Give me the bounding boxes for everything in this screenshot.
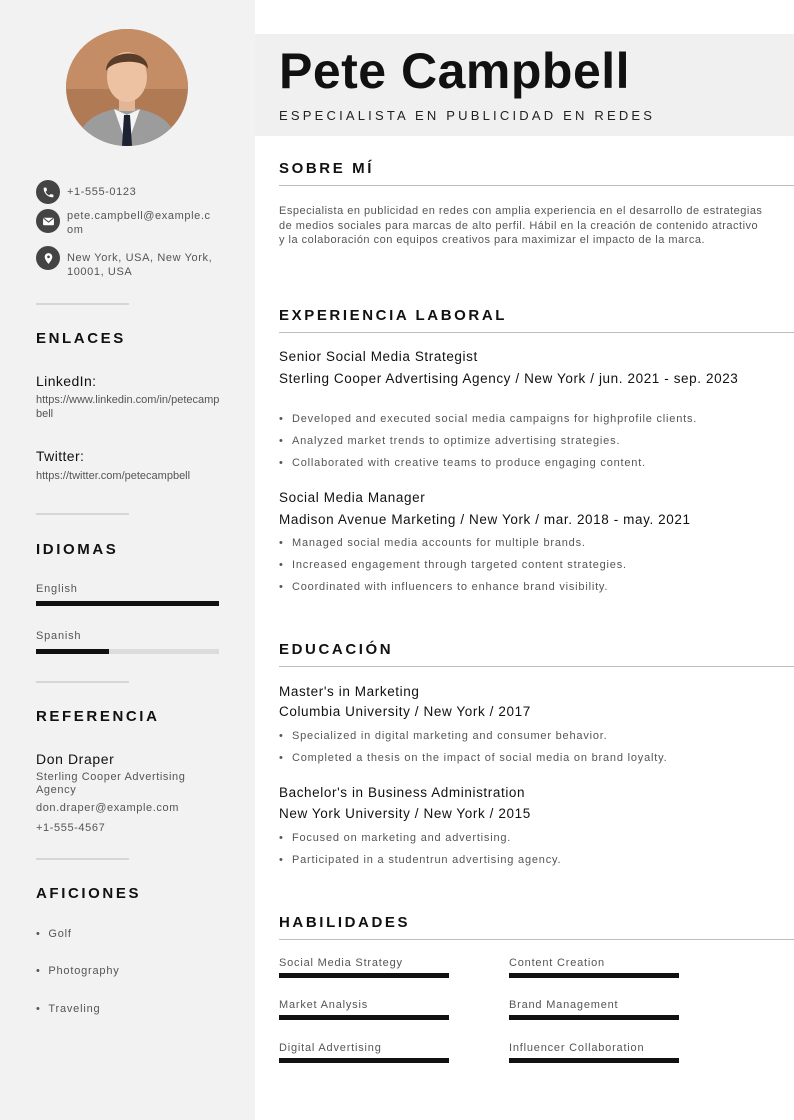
degree-bullet-text: Completed a thesis on the impact of social media on brand loyalty. xyxy=(292,752,668,764)
degree-subtitle: Columbia University / New York / 2017 xyxy=(279,704,531,719)
degree-title: Bachelor's in Business Administration xyxy=(279,785,526,800)
contact-email xyxy=(36,209,217,237)
section-rule xyxy=(279,332,794,333)
section-rule xyxy=(279,666,794,667)
skill-level-bar xyxy=(509,973,679,978)
degree-bullet: • Focused on marketing and advertising. xyxy=(279,832,512,844)
hobby-label: Photography xyxy=(48,965,120,977)
hobby-item: • Photography xyxy=(36,965,120,977)
job-bullet: • Increased engagement through targeted content strategies. xyxy=(279,559,627,571)
contact-address xyxy=(36,246,222,279)
section-rule xyxy=(279,939,794,940)
degree-bullet: • Specialized in digital marketing and consumer behavior. xyxy=(279,730,608,742)
experience-heading: EXPERIENCIA LABORAL xyxy=(279,307,508,324)
skill-item xyxy=(509,1042,679,1063)
about-heading: SOBRE MÍ xyxy=(279,160,374,177)
divider xyxy=(36,303,129,305)
skill-level-bar xyxy=(279,1058,449,1063)
location-pin-icon xyxy=(36,246,60,270)
contact-phone-text: +1-555-0123 xyxy=(67,186,137,198)
skill-item xyxy=(279,999,449,1020)
phone-icon xyxy=(36,180,60,204)
degree-subtitle: New York University / New York / 2015 xyxy=(279,806,531,821)
job-subtitle: Sterling Cooper Advertising Agency / New York / jun. 2021 - sep. 2023 xyxy=(279,371,739,386)
candidate-name: Pete Campbell xyxy=(279,43,631,99)
job-bullet: • Managed social media accounts for multiple brands. xyxy=(279,537,586,549)
about-text: Especialista en publicidad en redes con amplia experiencia en el desarrollo de estrategias de medios sociales para marcas de alto perfil. Hábil en la creación de contenido atractivo y la colaboración con equipos creativos para maximizar el impacto de la marca. xyxy=(279,205,763,246)
skills-heading: HABILIDADES xyxy=(279,914,411,931)
job-title-entry: Social Media Manager xyxy=(279,490,426,505)
skill-level-fill xyxy=(509,973,679,978)
language-name: English xyxy=(36,583,78,595)
job-bullet-text: Developed and executed social media campaigns for highprofile clients. xyxy=(292,413,698,425)
section-rule xyxy=(279,185,794,186)
skill-item xyxy=(509,957,679,978)
language-level-fill xyxy=(36,649,109,654)
contact-email-text[interactable]: pete.campbell@example.com xyxy=(67,210,211,236)
hobby-item: • Traveling xyxy=(36,1003,101,1015)
job-bullet-text: Coordinated with influencers to enhance brand visibility. xyxy=(292,581,609,593)
skill-name: Social Media Strategy xyxy=(279,957,403,969)
sidebar xyxy=(0,0,255,1120)
degree-bullet-text: Participated in a studentrun advertising agency. xyxy=(292,854,562,866)
degree-title: Master's in Marketing xyxy=(279,684,420,699)
skill-level-bar xyxy=(279,1015,449,1020)
job-bullet-text: Increased engagement through targeted content strategies. xyxy=(292,559,627,571)
hobbies-heading: AFICIONES xyxy=(36,885,142,902)
skill-item xyxy=(279,957,449,978)
divider xyxy=(36,513,129,515)
skill-name: Influencer Collaboration xyxy=(509,1042,645,1054)
skill-level-bar xyxy=(279,973,449,978)
twitter-link[interactable]: https://twitter.com/petecampbell xyxy=(36,470,191,482)
twitter-label: Twitter: xyxy=(36,448,85,464)
job-bullet-text: Collaborated with creative teams to produce engaging content. xyxy=(292,457,646,469)
main-content xyxy=(255,0,794,1120)
skill-item xyxy=(279,1042,449,1063)
degree-bullet-text: Specialized in digital marketing and consumer behavior. xyxy=(292,730,608,742)
contact-address-text: New York, USA, New York, 10001, USA xyxy=(67,252,213,278)
skill-name: Brand Management xyxy=(509,999,619,1011)
reference-heading: REFERENCIA xyxy=(36,708,160,725)
job-title: ESPECIALISTA EN PUBLICIDAD EN REDES xyxy=(279,108,656,123)
profile-photo xyxy=(66,29,188,146)
language-level-fill xyxy=(36,601,219,606)
divider xyxy=(36,681,129,683)
degree-bullet: • Completed a thesis on the impact of social media on brand loyalty. xyxy=(279,752,668,764)
skill-level-bar xyxy=(509,1015,679,1020)
degree-bullet-text: Focused on marketing and advertising. xyxy=(292,832,512,844)
skill-level-fill xyxy=(279,1058,449,1063)
skill-name: Content Creation xyxy=(509,957,605,969)
reference-phone: +1-555-4567 xyxy=(36,822,106,834)
linkedin-label: LinkedIn: xyxy=(36,373,97,389)
skill-name: Market Analysis xyxy=(279,999,369,1011)
job-bullet: • Developed and executed social media campaigns for highprofile clients. xyxy=(279,413,698,425)
skill-level-fill xyxy=(279,973,449,978)
hobby-item: • Golf xyxy=(36,928,72,940)
skill-item xyxy=(509,999,679,1020)
job-bullet: • Analyzed market trends to optimize advertising strategies. xyxy=(279,435,621,447)
skill-level-bar xyxy=(509,1058,679,1063)
email-icon xyxy=(36,209,60,233)
job-title-entry: Senior Social Media Strategist xyxy=(279,349,478,364)
reference-name: Don Draper xyxy=(36,751,115,767)
reference-email[interactable]: don.draper@example.com xyxy=(36,802,179,814)
divider xyxy=(36,858,129,860)
education-heading: EDUCACIÓN xyxy=(279,641,394,658)
job-bullet-text: Managed social media accounts for multiple brands. xyxy=(292,537,586,549)
job-bullet: • Collaborated with creative teams to produce engaging content. xyxy=(279,457,646,469)
languages-heading: IDIOMAS xyxy=(36,541,119,558)
job-subtitle: Madison Avenue Marketing / New York / mar. 2018 - may. 2021 xyxy=(279,512,691,527)
hobby-label: Golf xyxy=(48,928,72,940)
job-bullet-text: Analyzed market trends to optimize advertising strategies. xyxy=(292,435,621,447)
language-level-bar xyxy=(36,601,219,606)
skill-level-fill xyxy=(509,1058,679,1063)
reference-company: Sterling Cooper Advertising Agency xyxy=(36,771,186,796)
skill-level-fill xyxy=(279,1015,449,1020)
language-level-bar xyxy=(36,649,219,654)
skill-name: Digital Advertising xyxy=(279,1042,382,1054)
job-bullet: • Coordinated with influencers to enhance brand visibility. xyxy=(279,581,609,593)
degree-bullet: • Participated in a studentrun advertising agency. xyxy=(279,854,562,866)
links-heading: ENLACES xyxy=(36,330,126,347)
skill-level-fill xyxy=(509,1015,679,1020)
contact-phone xyxy=(36,180,136,204)
linkedin-link[interactable]: https://www.linkedin.com/in/petecampbell xyxy=(36,394,220,420)
hobby-label: Traveling xyxy=(48,1003,101,1015)
language-name: Spanish xyxy=(36,630,82,642)
